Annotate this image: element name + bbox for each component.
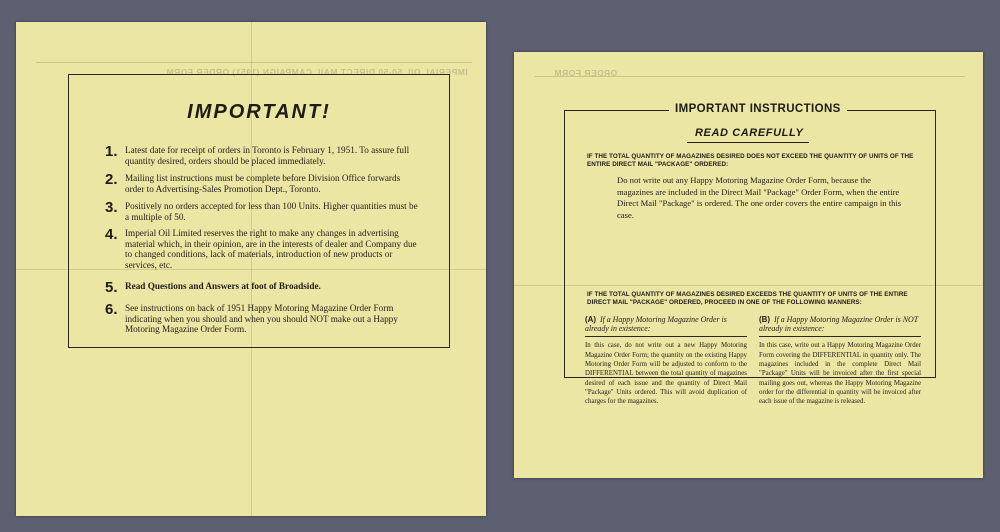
option-b-heading bbox=[759, 315, 921, 333]
show-through-text: IMPERIAL OIL 50-50 DIRECT MAIL CAMPAIGN (1951) ORDER FORM bbox=[166, 67, 468, 77]
left-sheet bbox=[16, 22, 486, 516]
item-text: Positively no orders accepted for less than 100 Units. Higher quantities must be a multiple of 50. bbox=[125, 201, 418, 222]
option-b-rule bbox=[759, 336, 921, 337]
list-item bbox=[105, 279, 419, 296]
item-number: 2. bbox=[105, 171, 118, 188]
item-number: 1. bbox=[105, 143, 118, 160]
option-a-label: (A) bbox=[585, 315, 596, 324]
item-text: See instructions on back of 1951 Happy Motoring Magazine Order Form indicating when you should and when you should NOT make out a Happy Motoring Magazine Order Form. bbox=[125, 303, 398, 335]
list-item bbox=[105, 173, 419, 194]
item-text: Imperial Oil Limited reserves the right to make any changes in advertising material which, in their opinion, are in the interests of dealer and Company due to changed conditions, lack of materials, introduction of new products or services, etc. bbox=[125, 228, 417, 270]
important-box bbox=[68, 74, 450, 348]
item-number: 3. bbox=[105, 199, 118, 216]
option-a-heading bbox=[585, 315, 747, 333]
option-b-text: In this case, write out a Happy Motoring Magazine Order Form covering the DIFFERENTIAL in quantity only. The magazines included in the complete Direct Mail "Package" Units will be invoiced after the first special mailing goes out, whereas the Happy Motoring Magazine order for the differential in quantity will be invoiced after each issue of the magazine is released. bbox=[759, 342, 921, 406]
list-item bbox=[105, 201, 419, 222]
list-item bbox=[105, 228, 419, 270]
list-item bbox=[105, 303, 419, 335]
show-through-rule bbox=[36, 62, 472, 63]
heading-underline bbox=[687, 142, 809, 143]
option-a-rule bbox=[585, 336, 747, 337]
item-number: 5. bbox=[105, 279, 118, 296]
right-sheet bbox=[514, 52, 983, 478]
option-b-column bbox=[759, 315, 921, 406]
instructions-title: IMPORTANT INSTRUCTIONS bbox=[669, 103, 847, 115]
item-text: Mailing list instructions must be complete before Division Office forwards order to Advertising-Sales Promotion Dept., Toronto. bbox=[125, 173, 401, 194]
item-text: Latest date for receipt of orders in Toronto is February 1, 1951. To assure full quantity desired, orders should be placed immediately. bbox=[125, 145, 410, 166]
option-a-head: If a Happy Motoring Magazine Order is already in existence: bbox=[585, 315, 727, 334]
option-a-text: In this case, do not write out a new Happy Motoring Magazine Order Form; the quantity on the existing Happy Motoring Order Form will be adjusted to conform to the DIFFERENTIAL between the total quantity of magazines desired of each issue and the quantity of Direct Mail "Package" Units ordered. This will avoid duplication of charges for the magazines. bbox=[585, 342, 747, 406]
section-body: Do not write out any Happy Motoring Magazine Order Form, because the magazines are included in the Direct Mail "Package" Order Form, when the entire Direct Mail "Package" is ordered. The one order covers the entire campaign in this case. bbox=[617, 175, 902, 220]
option-b-label: (B) bbox=[759, 315, 770, 324]
item-text: Read Questions and Answers at foot of Broadside. bbox=[125, 281, 321, 291]
section-heading: IF THE TOTAL QUANTITY OF MAGAZINES DESIRED EXCEEDS THE QUANTITY OF UNITS OF THE ENTIRE DIRECT MAIL "PACKAGE" ORDERED, PROCEED IN ONE OF THE FOLLOWING MANNERS: bbox=[587, 291, 908, 307]
instructions-box bbox=[564, 103, 936, 406]
option-b-head: If a Happy Motoring Magazine Order is NOT already in existence: bbox=[759, 315, 918, 334]
read-carefully-heading: READ CAREFULLY bbox=[695, 127, 804, 139]
important-title: IMPORTANT! bbox=[187, 101, 331, 123]
list-item bbox=[105, 145, 419, 166]
show-through-text: ORDER FORM bbox=[554, 68, 618, 78]
option-a-column bbox=[585, 315, 747, 406]
section-heading: IF THE TOTAL QUANTITY OF MAGAZINES DESIRED DOES NOT EXCEED THE QUANTITY OF UNITS OF THE ENTIRE DIRECT MAIL "PACKAGE" ORDERED: bbox=[587, 153, 914, 169]
item-number: 4. bbox=[105, 226, 118, 243]
item-number: 6. bbox=[105, 301, 118, 318]
